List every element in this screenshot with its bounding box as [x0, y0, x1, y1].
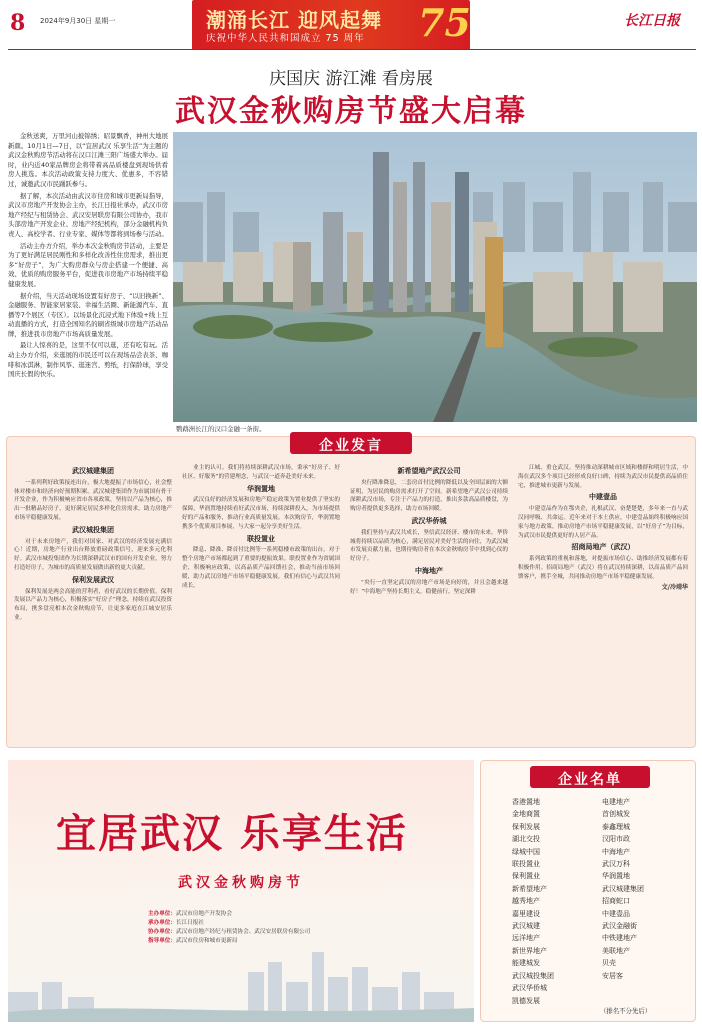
list-item: 电建地产 — [602, 798, 630, 806]
credit-line: 协办单位：武汉市房地产经纪与租赁协会、武汉安居联房有限公司 — [148, 929, 311, 935]
author-signoff: 文/冷靖华 — [661, 583, 688, 591]
company-heading: 保利发展武汉 — [72, 575, 114, 584]
ad-skyline-illustration — [8, 942, 474, 1022]
lead-article — [8, 132, 168, 382]
list-item: 武汉华侨城 — [512, 984, 547, 993]
voice-column-4 — [518, 464, 688, 592]
list-item: 新希望地产 — [512, 884, 547, 893]
list-item: 武汉城建 — [512, 922, 540, 931]
company-statement: 降息、降准、降首付比例等一系列稳楼市政策的出台，对于整个房地产市场都起到了重要的提振效果。联投置业作为省属国企，积极响应政策，以高品质产品回馈社会，推动当前市场回暖，助力武汉房地产市场平稳健康发展，我们有信心与武汉共同成长。 — [182, 547, 340, 589]
header-rule — [8, 49, 696, 50]
list-item: 凯德发展 — [512, 996, 540, 1005]
company-heading: 联投置业 — [247, 534, 275, 543]
company-heading: 招商局地产（武汉） — [571, 543, 635, 552]
lead-paragraph: 最让人惊喜的是，这里不仅可以逛，还有吃有玩。活动主办方介绍，来逛展的市民还可以在现场品尝表茶、咖啡和冰淇淋，制作风筝、逛迷宫、剪纸，打保龄球，享受国庆长假的快乐。 — [8, 341, 168, 379]
list-item: 嘉里建设 — [512, 909, 540, 918]
company-heading: 武汉城建集团 — [72, 467, 114, 475]
anniversary-banner — [192, 0, 470, 50]
list-item: 新世界地产 — [512, 946, 547, 955]
company-statement: 一系列利好政策接连出台，极大地提振了市场信心，社会整体对楼市和经济向好预期积累。武汉城建集团作为市属国有骨干开发企业，作为积极响应省市各项政策，坚持以产品为核心，推出一批精品好房子，更好满足居民多样化住房需求，助力房地产市场平稳健康发展。 — [14, 479, 172, 521]
lead-paragraph: 据了解，本次活动由武汉市住房和城市更新局指导，武汉市房地产开发协会主办，长江日报社承办，武汉市房地产经纪与租赁协会、武汉安居联房有限公司协办，我市头部房地产开发企业、房地产经纪机构，部分金融机构负责人、高校学者、行业专家、媒体等都将到场参与活动。 — [8, 191, 168, 238]
voice-column-3 — [350, 464, 508, 598]
banner-subtitle: 庆祝中华人民共和国成立 75 周年 — [206, 33, 365, 44]
list-item: 香港置地 — [512, 798, 540, 806]
list-item: 武汉城投集团 — [512, 971, 554, 980]
date-line: 2024年9月30日 星期一 — [40, 17, 116, 25]
list-note: （排名不分先后） — [600, 1007, 652, 1015]
list-item: 湖北交投 — [512, 835, 540, 844]
ad-subtitle: 武汉金秋购房节 — [178, 875, 304, 891]
event-advertisement — [8, 760, 474, 1022]
enterprise-voice-title-box — [290, 432, 412, 454]
company-heading: 中建壹品 — [589, 493, 617, 502]
company-list-col-2 — [602, 796, 644, 982]
list-item: 金地商置 — [512, 810, 540, 819]
company-statement: 系列政策的重视和落地，对提振市场信心、助推经济发展都有着积极作用。招商局地产（武汉）将在武汉持续深耕，以高品质产品回馈客户，携手全城，共同推动房地产市场平稳健康发展。 — [518, 556, 688, 580]
ad-title: 宜居武汉 乐享生活 — [56, 810, 408, 857]
list-item: 首创城发 — [602, 810, 630, 819]
list-item: 武汉万科 — [602, 860, 630, 869]
credit-line: 指导单位：武汉市住房和城市更新局 — [148, 938, 238, 944]
company-statement: 中建壹品作为在鄂央企，扎根武汉、奋楚楚楚，多年来一直与武汉同呼吸、共命运。近年来对于本土供应，中建壹品始终积极响应国家与地方政策，推动房地产市场平稳健康发展，以“好房子”为目标，为武汉市民提供更好的人居产品。 — [518, 506, 688, 539]
page-number: 8 — [10, 10, 26, 36]
company-statement: “央行一直坚定武汉的房地产市场是向好的，并且会越来越好！”中海地产坚持长期主义，稳健前行，坚定深耕 — [350, 579, 508, 595]
list-item: 招商蛇口 — [602, 897, 630, 906]
voice-column-1 — [14, 464, 172, 625]
lead-paragraph: 据介绍，当天活动现场设置有好房子、“以旧换新”、金融服务、智能家居家装、幸福生活圈、新能源汽车、直播等7个展区（专区）。以场景化沉浸式地下体验+线上互动直播的方式，打造全国知名的刷省级城市房地产活动品牌，推进我市房地产市场高质量发展。 — [8, 291, 168, 338]
list-item: 泰鑫理城 — [602, 822, 630, 831]
banner-number: 75 — [418, 0, 471, 45]
city-skyline-photo — [173, 132, 697, 422]
enterprise-voice-title: 企业发言 — [319, 438, 383, 454]
list-item: 中海地产 — [602, 847, 630, 856]
list-item: 美联地产 — [602, 946, 630, 955]
list-item: 联投置业 — [512, 860, 540, 869]
company-statement: 保利发展是两会高能的营利者，看好武汉的长期价值。保利发展以产品力为核心，积极落实“好房子”理念，持续在武汉投资布局，携多盘亮相本次金秋购房节，让更多家庭在江城安居乐业。 — [14, 588, 172, 621]
company-statement: 江城、重仓武汉。坚持推动深耕城市区域和楼群和明居生活，中海在武汉多个项目已经形成良好口碑，持续为武汉市民提供高品质住宅，推进城市更新与发展。 — [518, 465, 688, 489]
list-item: 中建壹品 — [602, 909, 630, 918]
lead-paragraph: 金秋送爽，万里河山披锦绣；昭景飘香，神州大地展新颜。10月1日—7日，以“宜居武汉 乐享生活”为主题的武汉金秋购房节活动将在汉口江滩三阳广场盛大举办。届时，业内近40家品牌房企将带着高品质楼盘到现场供看房人挑选。本次活动政策支持力度大、优惠多，不容错过，诚邀武汉市民踊跃参与。 — [8, 132, 168, 188]
list-item: 保利发展 — [512, 822, 540, 831]
company-heading: 武汉城投集团 — [72, 525, 114, 534]
credit-line: 承办单位：长江日报社 — [148, 920, 204, 926]
credit-line: 主办单位：武汉市房地产开发协会 — [148, 911, 232, 917]
list-item: 能建城发 — [512, 959, 540, 968]
list-item: 保利置业 — [512, 872, 540, 881]
company-statement: 我们坚持与武汉共成长，坚信武汉经济、楼市的未来。华侨城将持续以品质为核心，满足居民对美好生活的向往，为武汉城市发展贡献力量，也期待购房者在本次金秋购房节中找到心仪的好房子。 — [350, 529, 508, 563]
ad-credits — [148, 910, 310, 946]
list-item: 华润置地 — [602, 872, 630, 881]
company-list-title: 企业名单 — [558, 772, 622, 788]
banner-title: 潮涌长江 迎风起舞 — [206, 8, 382, 32]
list-item: 武汉金融街 — [602, 922, 637, 931]
company-list-title-box — [530, 766, 650, 788]
company-heading: 中海地产 — [415, 566, 443, 575]
company-list-col-1 — [512, 796, 554, 1007]
list-item: 中铁建地产 — [602, 934, 637, 943]
company-statement: 业主的认可。我们将持续深耕武汉市场，秉承“好房子、好社区、好服务”的营建理念，与武汉一道奔赴美好未来。 — [182, 465, 340, 480]
newspaper-logo: 长江日报 — [624, 13, 680, 29]
company-heading: 武汉华侨城 — [411, 516, 447, 525]
photo-caption: 鹦鹉洲长江的汉口金融一条街。 — [176, 425, 266, 433]
company-heading: 华润置地 — [247, 484, 275, 493]
list-item: 越秀地产 — [512, 897, 540, 906]
company-statement: 武汉良好的经济发展和房地产稳定政策为置业提供了坚实的保障，华润置地持续看好武汉市场，持续深耕投入，为市场提供好的产品和服务，推动行业高质量发展。本次购房节，华润置地携多个优质项目参展，与大家一起分享美好生活。 — [182, 497, 340, 530]
company-heading: 新希望地产武汉公司 — [397, 467, 461, 475]
lead-paragraph: 活动主办方介绍，举办本次金秋购房节活动，主要是为了更好满足居民刚性和多样化改善性住房需求，推出更多“好房子”，为广大购房群众与房企搭建一个便捷、高效、优质的购房服务平台，促进我市房地产市场持续平稳健康发展。 — [8, 241, 168, 288]
list-item: 武汉城建集团 — [602, 884, 644, 893]
list-item: 贝壳 — [602, 959, 616, 968]
company-statement: 对于未来房地产，我们对国家、对武汉的经济发展充满信心！近期，房地产行业出台释放重磅政策信号，迎来多元化利好。武汉市城投集团作为长期深耕武汉市的国有开发企业，努力打造好房子，为城市的高质量发展做出新的更大贡献。 — [14, 538, 172, 571]
company-statement: 央行降准降息，二套房首付比例的降低以及全国层面的大额证明，为居民的购房需求打开了空间。新希望地产武汉公司持续深耕武汉市场，专注于产品力的打造，推出多款高品质楼盘，为购房者提供更多选择，助力市场回暖。 — [350, 479, 508, 513]
list-item: 汉阳市政 — [602, 835, 630, 844]
list-item: 安居客 — [602, 971, 623, 980]
headline: 武汉金秋购房节盛大启幕 — [175, 94, 527, 129]
list-item: 远洋地产 — [512, 934, 540, 943]
page-header — [0, 0, 702, 50]
voice-column-2 — [182, 464, 340, 592]
list-item: 绿城中国 — [512, 847, 540, 856]
kicker: 庆国庆 游江滩 看房展 — [269, 69, 433, 89]
